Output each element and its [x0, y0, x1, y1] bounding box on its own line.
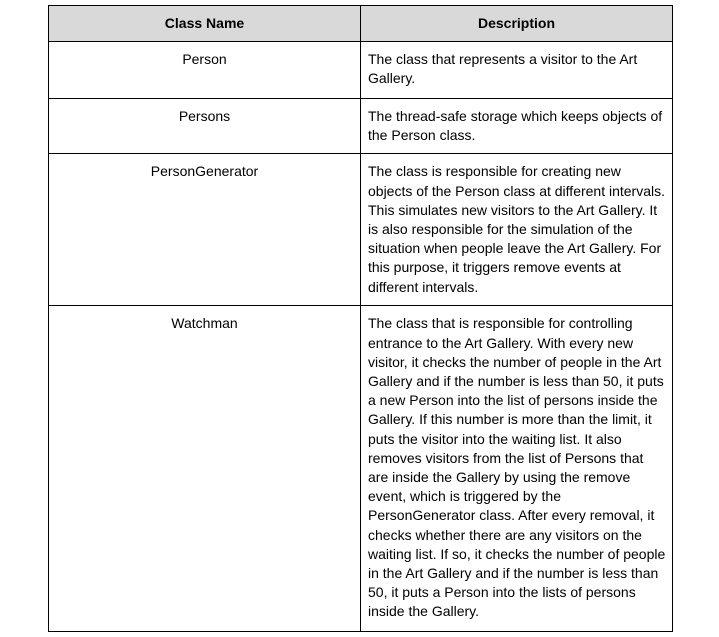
description-cell: The thread-safe storage which keeps objects of the Person class. [361, 99, 673, 154]
table-row [49, 306, 673, 632]
class-name-cell: Person [49, 42, 361, 99]
description-cell: The class is responsible for creating new objects of the Person class at different intervals. This simulates new visitors to the Art Gallery. It is also responsible for the simulation of the situation when people leave the Art Gallery. For this purpose, it triggers remove events at different intervals. [361, 154, 673, 306]
column-header-description: Description [361, 6, 673, 42]
description-cell: The class that represents a visitor to the Art Gallery. [361, 42, 673, 99]
class-name-cell: PersonGenerator [49, 154, 361, 306]
description-cell: The class that is responsible for controlling entrance to the Art Gallery. With every new visitor, it checks the number of people in the Art Gallery and if the number is less than 50, it puts a new Person into the list of persons inside the Gallery. If this number is more than the limit, it puts the visitor into the waiting list. It also removes visitors from the list of Persons that are inside the Gallery by using the remove event, which is triggered by the PersonGenerator class. After every removal, it checks whether there are any visitors on the waiting list. If so, it checks the number of people in the Art Gallery and if the number is less than 50, it puts a Person into the lists of persons inside the Gallery. [361, 306, 673, 632]
table-row [49, 154, 673, 306]
class-name-cell: Persons [49, 99, 361, 154]
table-header-row [49, 6, 673, 42]
class-name-cell: Watchman [49, 306, 361, 632]
table-row [49, 99, 673, 154]
table-row [49, 42, 673, 99]
class-description-table [48, 5, 673, 632]
column-header-class-name: Class Name [49, 6, 361, 42]
